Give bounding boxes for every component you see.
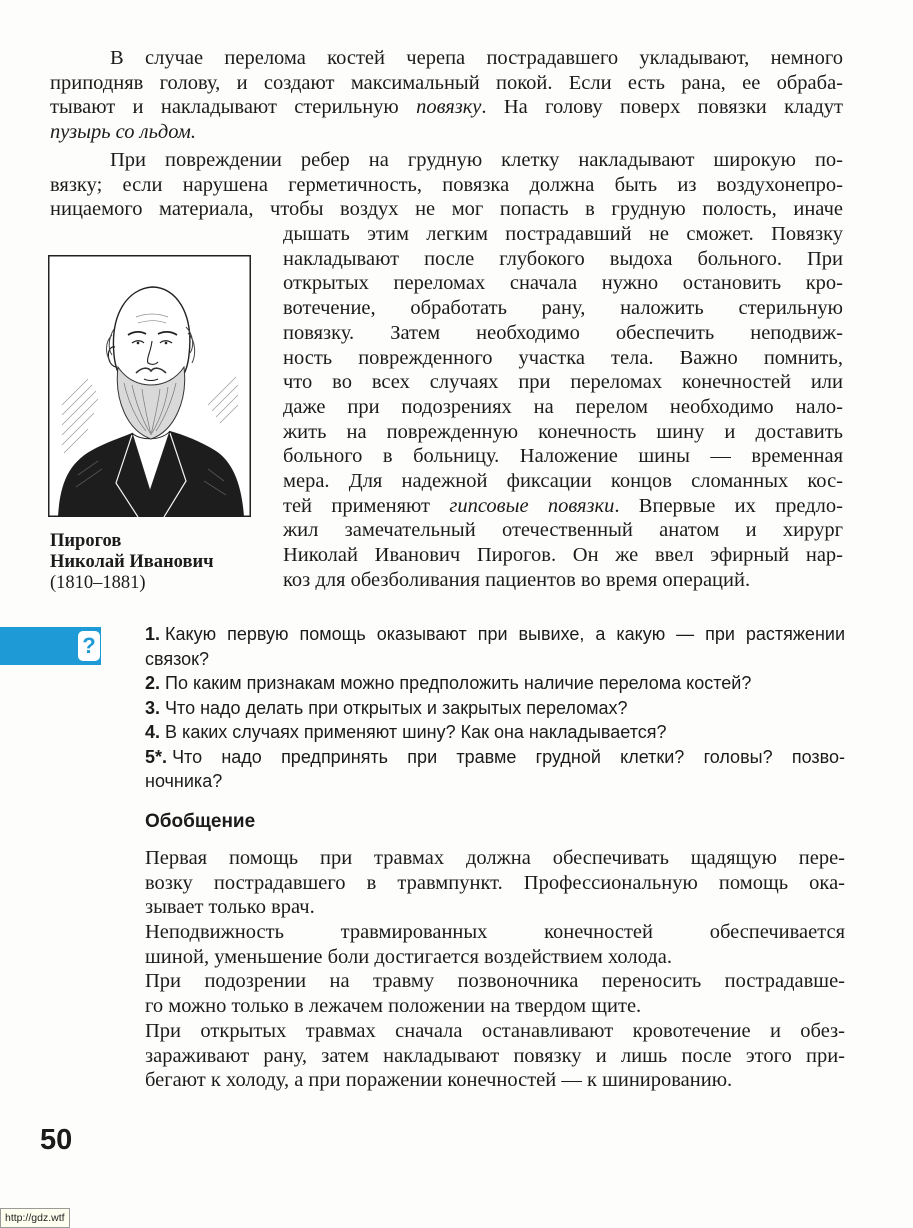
- text-line: возку пострадавшего в травмпункт. Профессиональную помощь ока-: [145, 871, 845, 894]
- text-line: [50, 120, 843, 145]
- text-line: мера. Для надежной фиксации концов сломанных кос-: [283, 469, 843, 492]
- text-segment: тей применяют: [283, 494, 450, 517]
- text-line: открытых переломах сначала нужно остановить кро-: [283, 272, 843, 295]
- text-line: больного в больницу. Наложение шины — временная: [283, 445, 843, 468]
- text-line: жил замечательный отечественный анатом и хирург: [283, 519, 843, 542]
- question-text: В каких случаях применяют шину? Как она накладывается?: [165, 722, 667, 742]
- question-number: 3.: [145, 697, 161, 718]
- question-text: Что надо делать при открытых и закрытых переломах?: [165, 697, 628, 718]
- text-line: ницаемого материала, чтобы воздух не мог попасть в грудную полость, иначе: [50, 198, 843, 221]
- text-line: При повреждении ребер на грудную клетку накладывают широкую по-: [110, 149, 843, 171]
- text-line: вотечение, обработать рану, наложить стерильную: [283, 297, 843, 320]
- italic-term: гипсовые повязки: [449, 494, 615, 517]
- question-number: 4.: [145, 722, 161, 742]
- question-text: По каким признакам можно предположить наличие перелома костей?: [165, 673, 752, 693]
- question-text: Какую первую помощь оказывают при вывихе, а какую — при растяжении: [165, 624, 845, 644]
- text-line: Неподвижность травмированных конечностей обеспечивается: [145, 921, 845, 944]
- text-line: накладывают после глубокого выдоха больного. При: [283, 247, 843, 270]
- text-line: повязку. Затем необходимо обеспечить неподвиж-: [283, 321, 843, 344]
- text-line: дышать этим легким пострадавший не сможет. Повязку: [283, 223, 843, 246]
- text-segment: . Впервые их предло-: [614, 494, 843, 517]
- text-line: го можно только в лежачем положении на твердом щите.: [145, 995, 642, 1018]
- portrait-image: [48, 255, 251, 517]
- text-line: ность поврежденного участка тела. Важно помнить,: [283, 346, 843, 369]
- text-line: [283, 494, 843, 519]
- text-line: приподняв голову, и создают максимальный покой. Если есть рана, ее обраба-: [50, 71, 843, 94]
- text-line: жить на поврежденную конечность шину и доставить: [283, 420, 843, 443]
- question-text: Что надо предпринять при травме грудной клетки? головы? позво-: [172, 746, 845, 767]
- caption-given-name: Николай Иванович: [50, 552, 214, 572]
- text-line: зараживают рану, затем накладывают повязку и лишь после этого при-: [145, 1044, 845, 1067]
- text-line: В случае перелома костей черепа пострадавшего укладывают, немного: [110, 47, 843, 69]
- text-line: коз для обезболивания пациентов во время операций.: [283, 568, 751, 591]
- text-line: При открытых травмах сначала останавливают кровотечение и обез-: [145, 1019, 845, 1042]
- text-line: шиной, уменьшение боли достигается воздействием холода.: [145, 945, 672, 968]
- text-line: бегают к холоду, а при поражении конечностей — к шинированию.: [145, 1069, 733, 1092]
- text-line: При подозрении на травму позвоночника переносить пострадавше-: [145, 970, 845, 993]
- question-mark-icon: ?: [78, 631, 100, 661]
- caption-years: (1810–1881): [50, 573, 146, 593]
- question-item: [145, 622, 845, 647]
- question-number: 2.: [145, 673, 161, 693]
- question-text: связок?: [145, 648, 210, 669]
- question-text: ночника?: [145, 771, 223, 791]
- text-line: [50, 95, 843, 120]
- question-item: [145, 696, 845, 721]
- text-line: зывает только врач.: [145, 896, 315, 919]
- text-segment: . На голову поверх повязки кладут: [481, 96, 844, 119]
- text-line: что во всех случаях при переломах конечностей или: [283, 371, 843, 394]
- text-line: Первая помощь при травмах должна обеспечивать щадящую пере-: [145, 847, 845, 869]
- page-number: 50: [40, 1124, 73, 1156]
- watermark-label: http://gdz.wtf: [0, 1208, 70, 1228]
- portrait-caption: [50, 531, 214, 594]
- text-line: вязку; если нарушена герметичность, повязка должна быть из воздухонепро-: [50, 173, 843, 196]
- italic-term: повязку: [416, 96, 482, 119]
- question-item: [145, 720, 845, 745]
- question-number: 5*.: [145, 746, 168, 767]
- italic-term: пузырь со льдом.: [50, 121, 196, 144]
- text-line: даже при подозрениях на перелом необходимо нало-: [283, 395, 843, 418]
- text-segment: тывают и накладывают стерильную: [50, 96, 417, 119]
- summary-heading: Обобщение: [145, 811, 256, 832]
- question-number: 1.: [145, 624, 161, 644]
- question-item: [145, 671, 845, 696]
- question-item: [145, 745, 845, 770]
- caption-surname: Пирогов: [50, 531, 122, 551]
- summary-text: [145, 846, 845, 1093]
- review-questions: [145, 622, 845, 794]
- paragraph-skull-fracture: [50, 46, 843, 145]
- text-line: Николай Иванович Пирогов. Он же ввел эфирный нар-: [283, 544, 843, 566]
